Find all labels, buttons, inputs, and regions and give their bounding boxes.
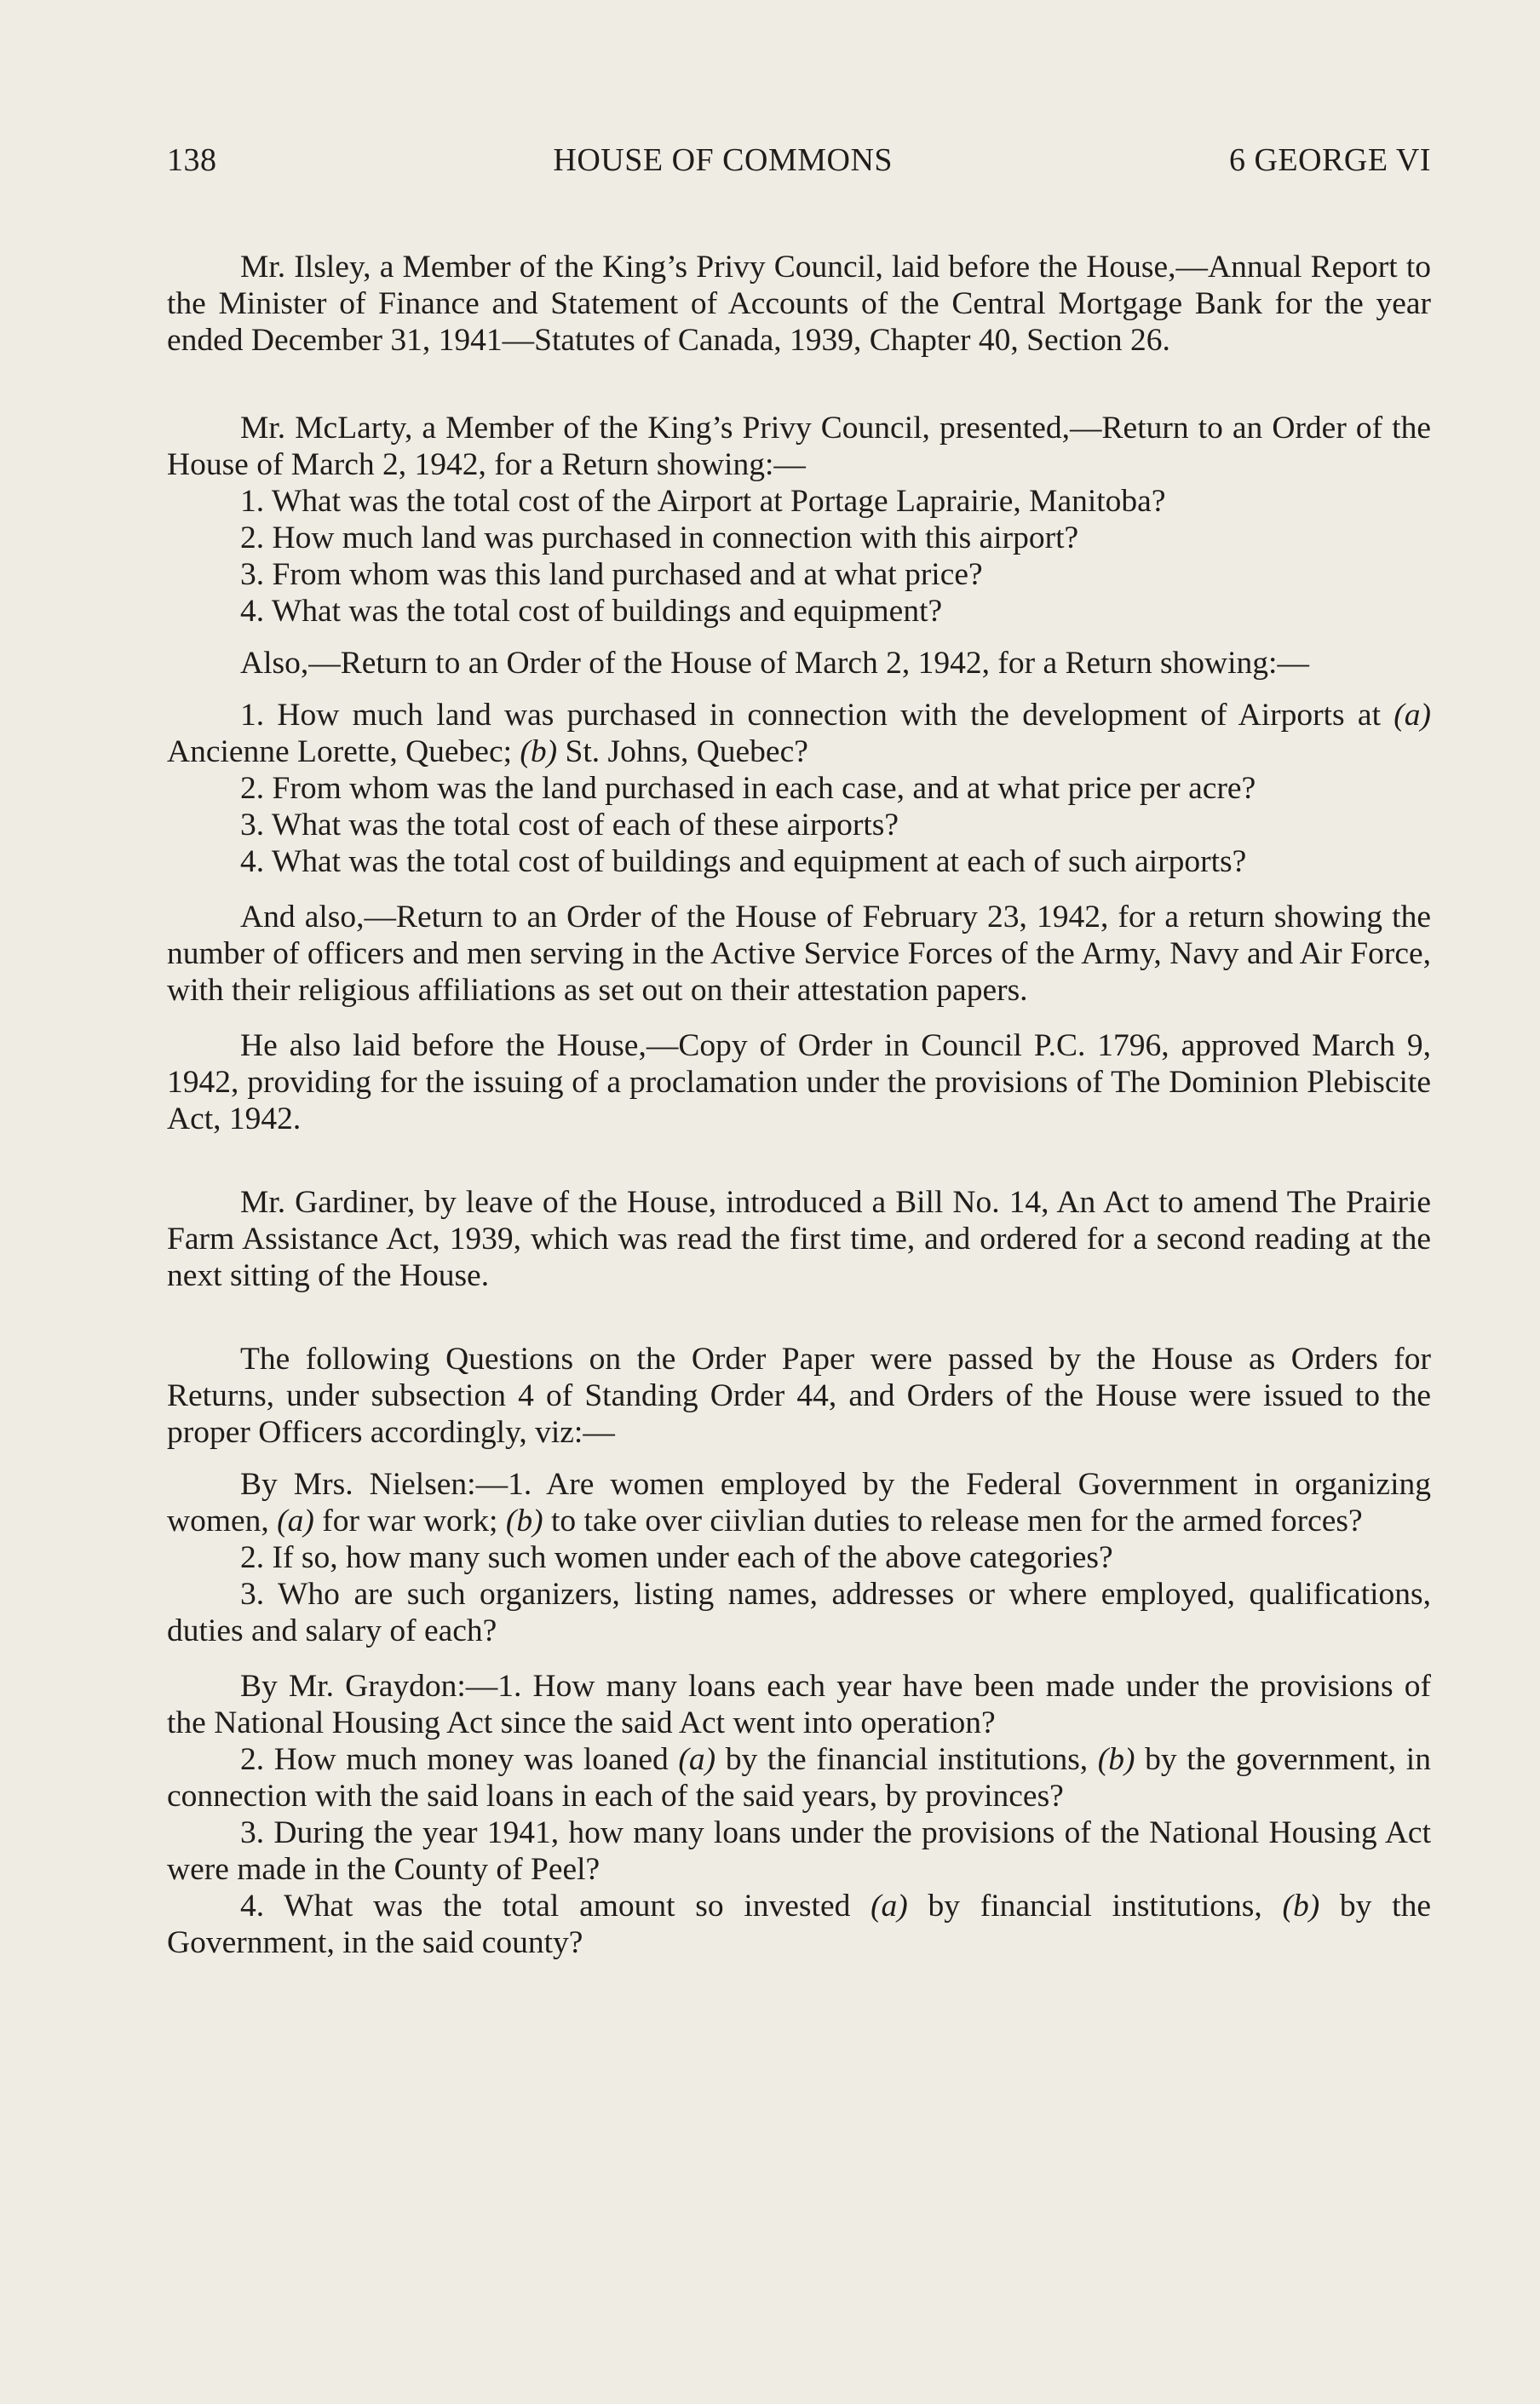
paragraph-gardiner: Mr. Gardiner, by leave of the House, introduced a Bill No. 14, An Act to amend The Prairie Farm Assistance Act, 1939, which was read the first time, and ordered for a second reading at the next sitting of the House. — [167, 1185, 1431, 1293]
question-item: 2. From whom was the land purchased in each case, and at what price per acre? — [240, 771, 1256, 806]
paragraph-order-paper: The following Questions on the Order Paper were passed by the House as Orders for Returns, under subsection 4 of Standing Order 44, and Orders of the House were issued to the proper Officers accordingly, viz:— — [167, 1342, 1431, 1450]
question-item: 3. From whom was this land purchased and at what price? — [240, 557, 983, 592]
paragraph-mclarty: Mr. McLarty, a Member of the King’s Privy Council, presented,—Return to an Order of the House of March 2, 1942, for a Return showing:— — [167, 411, 1431, 482]
paragraph-nielsen: By Mrs. Nielsen:—1. Are women employed by the Federal Government in organizing women, (a) for war work; (b) to take over ciivlian duties to release men for the armed forces? — [167, 1467, 1431, 1538]
paragraph-and-also: And also,—Return to an Order of the House of February 23, 1942, for a return showing the number of officers and men serving in the Active Service Forces of the Army, Navy and Air Force, with their religious affiliations as set out on their attestation papers. — [167, 900, 1431, 1008]
page-number: 138 — [167, 142, 217, 178]
regnal-year: 6 GEORGE VI — [1228, 142, 1431, 178]
page-header — [167, 141, 1431, 179]
question-item: 4. What was the total amount so invested (a) by financial institutions, (b) by the Government, in the said county? — [167, 1889, 1431, 1960]
paragraph-also: Also,—Return to an Order of the House of March 2, 1942, for a Return showing:— — [240, 646, 1309, 681]
page-title: HOUSE OF COMMONS — [553, 142, 894, 178]
question-item: 1. What was the total cost of the Airport at Portage Laprairie, Manitoba? — [240, 484, 1166, 519]
question-item: 3. What was the total cost of each of these airports? — [240, 808, 899, 843]
question-item: 4. What was the total cost of buildings and equipment at each of such airports? — [240, 844, 1247, 879]
question-item: 2. If so, how many such women under each of the above categories? — [240, 1540, 1113, 1575]
paragraph-ilsley: Mr. Ilsley, a Member of the King’s Privy Council, laid before the House,—Annual Report to the Minister of Finance and Statement of Accounts of the Central Mortgage Bank for the year ended December 31, 1941—Statutes of Canada, 1939, Chapter 40, Section 26. — [167, 250, 1431, 358]
question-item: 3. During the year 1941, how many loans under the provisions of the National Housing Act were made in the County of Peel? — [167, 1815, 1431, 1887]
question-item: 1. How much land was purchased in connection with the development of Airports at (a) Ancienne Lorette, Quebec; (b) St. Johns, Quebec? — [167, 698, 1431, 769]
page-body — [167, 249, 1431, 1961]
question-item: 2. How much land was purchased in connection with this airport? — [240, 520, 1079, 555]
question-item: 4. What was the total cost of buildings and equipment? — [240, 594, 943, 629]
paragraph-order-in-council: He also laid before the House,—Copy of Order in Council P.C. 1796, approved March 9, 1942, providing for the issuing of a proclamation under the provisions of The Dominion Plebiscite Act, 1942. — [167, 1028, 1431, 1136]
question-item: 2. How much money was loaned (a) by the financial institutions, (b) by the government, in connection with the said loans in each of the said years, by provinces? — [167, 1742, 1431, 1814]
question-item: 3. Who are such organizers, listing names, addresses or where employed, qualifications, duties and salary of each? — [167, 1577, 1431, 1648]
paragraph-graydon: By Mr. Graydon:—1. How many loans each year have been made under the provisions of the National Housing Act since the said Act went into operation? — [167, 1669, 1431, 1740]
